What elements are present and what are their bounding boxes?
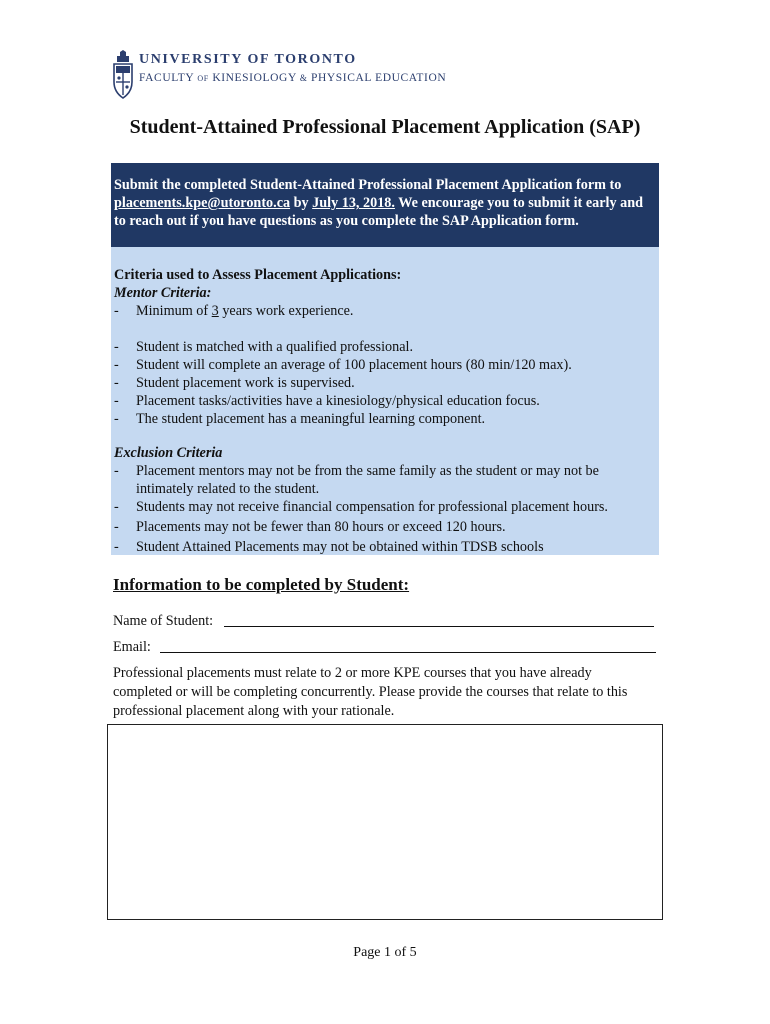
criteria-heading: Criteria used to Assess Placement Applications: <box>114 267 402 283</box>
instructions-text: Professional placements must relate to 2 or more KPE courses that you have already completed or will be completing concurrently. Please provide the courses that relate to this professional placement along with your rationale. <box>113 665 628 719</box>
notice-part1: Submit the completed Student-Attained Professional Placement Application form to <box>114 177 622 193</box>
list-item-text: Student will complete an average of 100 placement hours (80 min/120 max). <box>136 357 572 373</box>
list-dash: - <box>114 519 119 535</box>
university-crest-icon <box>112 50 134 100</box>
criteria-box <box>111 247 659 555</box>
faculty-ampersand: & <box>299 73 308 83</box>
list-item-text <box>136 302 656 320</box>
student-section-heading: Information to be completed by Student: <box>113 575 410 594</box>
email-field[interactable] <box>160 652 656 653</box>
submission-notice <box>111 163 659 247</box>
mentor-years: 3 <box>211 303 219 319</box>
list-dash: - <box>114 339 119 355</box>
university-name: UNIVERSITY OF TORONTO <box>139 52 357 67</box>
notice-part3: We encourage you to submit it early and to reach out if you have questions as you complete the SAP Application form. <box>114 195 643 229</box>
list-item-text: Placements may not be fewer than 80 hours or exceed 120 hours. <box>136 519 506 535</box>
exclusion-criteria-heading: Exclusion Criteria <box>114 445 223 461</box>
mentor-post: years work experience. <box>218 303 354 319</box>
faculty-kinesiology: KINESIOLOGY <box>212 72 297 84</box>
list-dash: - <box>114 411 119 427</box>
list-dash: - <box>114 393 119 409</box>
mentor-pre: Minimum of <box>136 303 212 319</box>
list-dash: - <box>114 357 119 373</box>
email-label: Email: <box>113 639 151 655</box>
notice-text <box>114 176 652 230</box>
list-item-text: Student is matched with a qualified professional. <box>136 339 413 355</box>
student-name-field[interactable] <box>224 626 654 627</box>
page-number: Page 1 of 5 <box>353 945 417 960</box>
list-item-text: Student Attained Placements may not be obtained within TDSB schools <box>136 539 544 555</box>
list-dash: - <box>114 463 119 479</box>
notice-part2: by <box>290 195 313 211</box>
mentor-criteria-heading: Mentor Criteria: <box>114 285 212 301</box>
list-dash: - <box>114 499 119 515</box>
student-name-label: Name of Student: <box>113 613 214 629</box>
faculty-word: FACULTY <box>139 72 194 84</box>
list-item-text: Student placement work is supervised. <box>136 375 355 391</box>
list-dash: - <box>114 375 119 391</box>
submission-email-link[interactable]: placements.kpe@utoronto.ca <box>114 195 291 211</box>
list-item-text: Students may not receive financial compensation for professional placement hours. <box>136 499 608 515</box>
faculty-of: OF <box>197 74 209 83</box>
list-item-text: The student placement has a meaningful learning component. <box>136 411 486 427</box>
list-item-text: Placement mentors may not be from the same family as the student or may not be intimately related to the student. <box>136 463 599 497</box>
page-title: Student-Attained Professional Placement Application (SAP) <box>129 116 641 138</box>
faculty-pe: PHYSICAL EDUCATION <box>311 72 447 84</box>
deadline-date: July 13, 2018. <box>312 195 395 211</box>
university-logo <box>112 50 447 102</box>
courses-rationale-textbox[interactable] <box>107 724 663 920</box>
list-item-text: Placement tasks/activities have a kinesiology/physical education focus. <box>136 393 540 409</box>
faculty-name <box>139 72 446 84</box>
list-dash: - <box>114 539 119 555</box>
list-dash: - <box>114 303 119 319</box>
